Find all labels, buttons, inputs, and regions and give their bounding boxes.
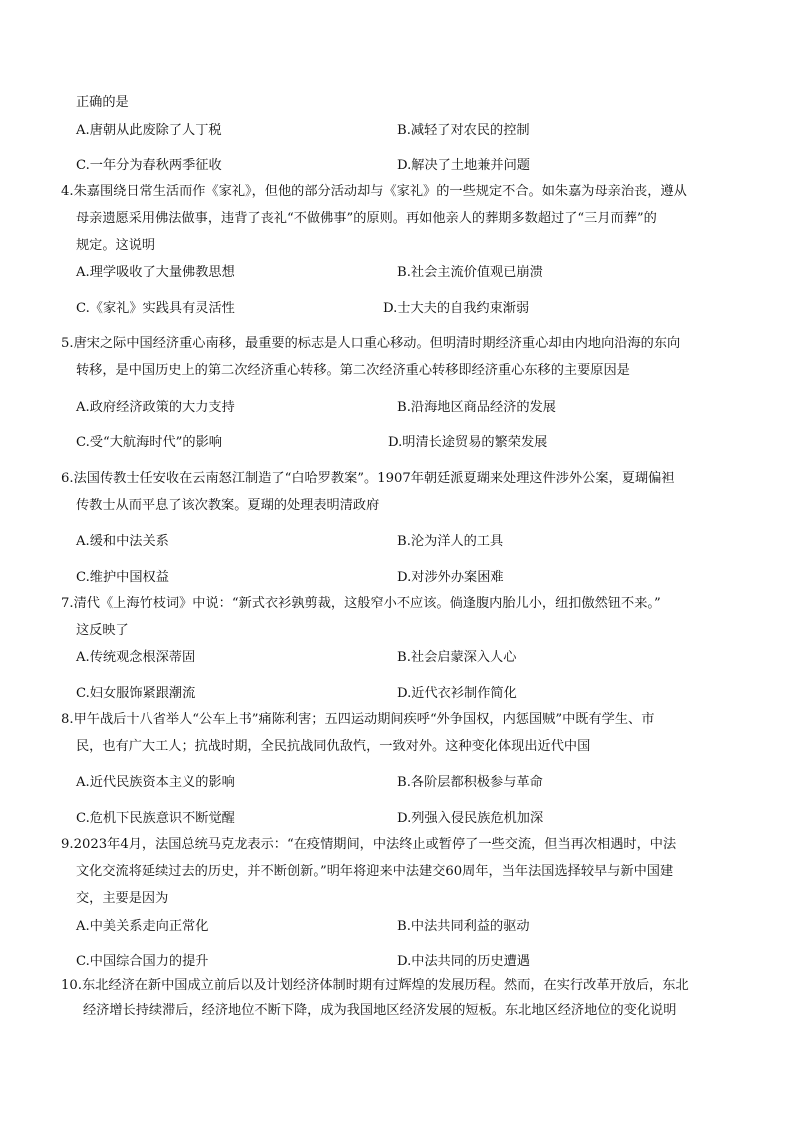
q6-option-b: B.沦为洋人的工具 (397, 534, 504, 549)
q9-option-b: B.中法共同利益的驱动 (397, 919, 530, 934)
q3-option-a: A.唐朝从此废除了人丁税 (76, 123, 222, 138)
q10-stem-line2: 经济增长持续滞后，经济地位不断下降，成为我国地区经济发展的短板。东北地区经济地位的变化说明 (83, 1003, 677, 1018)
q5-option-c: C.受“大航海时代”的影响 (76, 435, 222, 450)
q3-option-c: C.一年分为春秋两季征收 (76, 158, 222, 173)
q8-option-b: B.各阶层都积极参与革命 (397, 775, 543, 790)
q5-option-a: A.政府经济政策的大力支持 (76, 400, 235, 415)
q8-stem-line1: 8.甲午战后十八省举人“公车上书”痛陈利害；五四运动期间疾呼“外争国权，内惩国贼”中既有学生、市 (61, 712, 655, 727)
q8-stem-line2: 民，也有广大工人；抗战时期，全民抗战同仇敌忾，一致对外。这种变化体现出近代中国 (76, 739, 591, 754)
q9-stem-line3: 交，主要是因为 (76, 891, 169, 906)
q10-stem-line1: 10.东北经济在新中国成立前后以及计划经济体制时期有过辉煌的发展历程。然而，在实行改革开放后，东北 (61, 978, 689, 993)
q7-stem-line1: 7.清代《上海竹枝词》中说：“新式衣衫孰剪裁，这般窄小不应该。倘逢腹内胎儿小，纽扣傲然钮不来。” (61, 596, 661, 611)
q4-stem-line1: 4.朱嘉围绕日常生活而作《家礼》，但他的部分活动却与《家礼》的一些规定不合。如朱嘉为母亲治丧，遵从 (61, 184, 687, 199)
q9-stem-line2: 文化交流将延续过去的历史，并不断创新。”明年将迎来中法建交60周年，当年法国选择较早与新中国建 (76, 864, 674, 879)
q4-option-b: B.社会主流价值观已崩溃 (397, 265, 543, 280)
q5-stem-line1: 5.唐宋之际中国经济重心南移，最重要的标志是人口重心移动。但明清时期经济重心却由内地向沿海的东向 (61, 336, 681, 351)
q7-option-c: C.妇女服饰紧跟潮流 (76, 686, 196, 701)
q9-stem-line1: 9.2023年4月，法国总统马克龙表示：“在疫情期间，中法终止或暂停了一些交流，但当再次相遇时，中法 (61, 837, 677, 852)
q6-option-c: C.维护中国权益 (76, 570, 169, 585)
q6-stem-line2: 传教士从而平息了该次教案。夏瑚的处理表明清政府 (76, 498, 380, 513)
q7-option-d: D.近代衣衫制作简化 (397, 686, 517, 701)
q3-option-b: B.减轻了对农民的控制 (397, 123, 530, 138)
q3-option-d: D.解决了土地兼并问题 (397, 158, 530, 173)
q4-option-d: D.士大夫的自我约束渐弱 (383, 301, 530, 316)
q9-option-a: A.中美关系走向正常化 (76, 919, 209, 934)
q7-stem-line2: 这反映了 (76, 623, 129, 638)
q5-option-b: B.沿海地区商品经济的发展 (397, 400, 556, 415)
q9-option-c: C.中国综合国力的提升 (76, 954, 209, 969)
q4-stem-line3: 规定。这说明 (76, 238, 156, 253)
q4-stem-line2: 母亲遗愿采用佛法做事，违背了丧礼“不做佛事”的原则。再如他亲人的葬期多数超过了“三月而葬”的 (76, 211, 657, 226)
q9-option-d: D.中法共同的历史遭遇 (397, 954, 530, 969)
q8-option-a: A.近代民族资本主义的影响 (76, 775, 235, 790)
q5-option-d: D.明清长途贸易的繁荣发展 (388, 435, 548, 450)
q4-option-a: A.理学吸收了大量佛教思想 (76, 265, 235, 280)
q6-option-a: A.缓和中法关系 (76, 534, 169, 549)
q8-option-c: C.危机下民族意识不断觉醒 (76, 811, 235, 826)
q5-stem-line2: 转移，是中国历史上的第二次经济重心转移。第二次经济重心转移即经济重心东移的主要原因是 (76, 363, 630, 378)
q6-stem-line1: 6.法国传教士任安收在云南怒江制造了“白哈罗教案”。1907年朝廷派夏瑚来处理这件涉外公案，夏瑚偏袒 (61, 471, 675, 486)
q6-option-d: D.对涉外办案困难 (397, 570, 504, 585)
q4-option-c: C.《家礼》实践具有灵活性 (76, 301, 235, 316)
q7-option-a: A.传统观念根深蒂固 (76, 650, 196, 665)
q7-option-b: B.社会启蒙深入人心 (397, 650, 517, 665)
q8-option-d: D.列强入侵民族危机加深 (397, 811, 544, 826)
q3-stem-tail: 正确的是 (76, 95, 129, 110)
